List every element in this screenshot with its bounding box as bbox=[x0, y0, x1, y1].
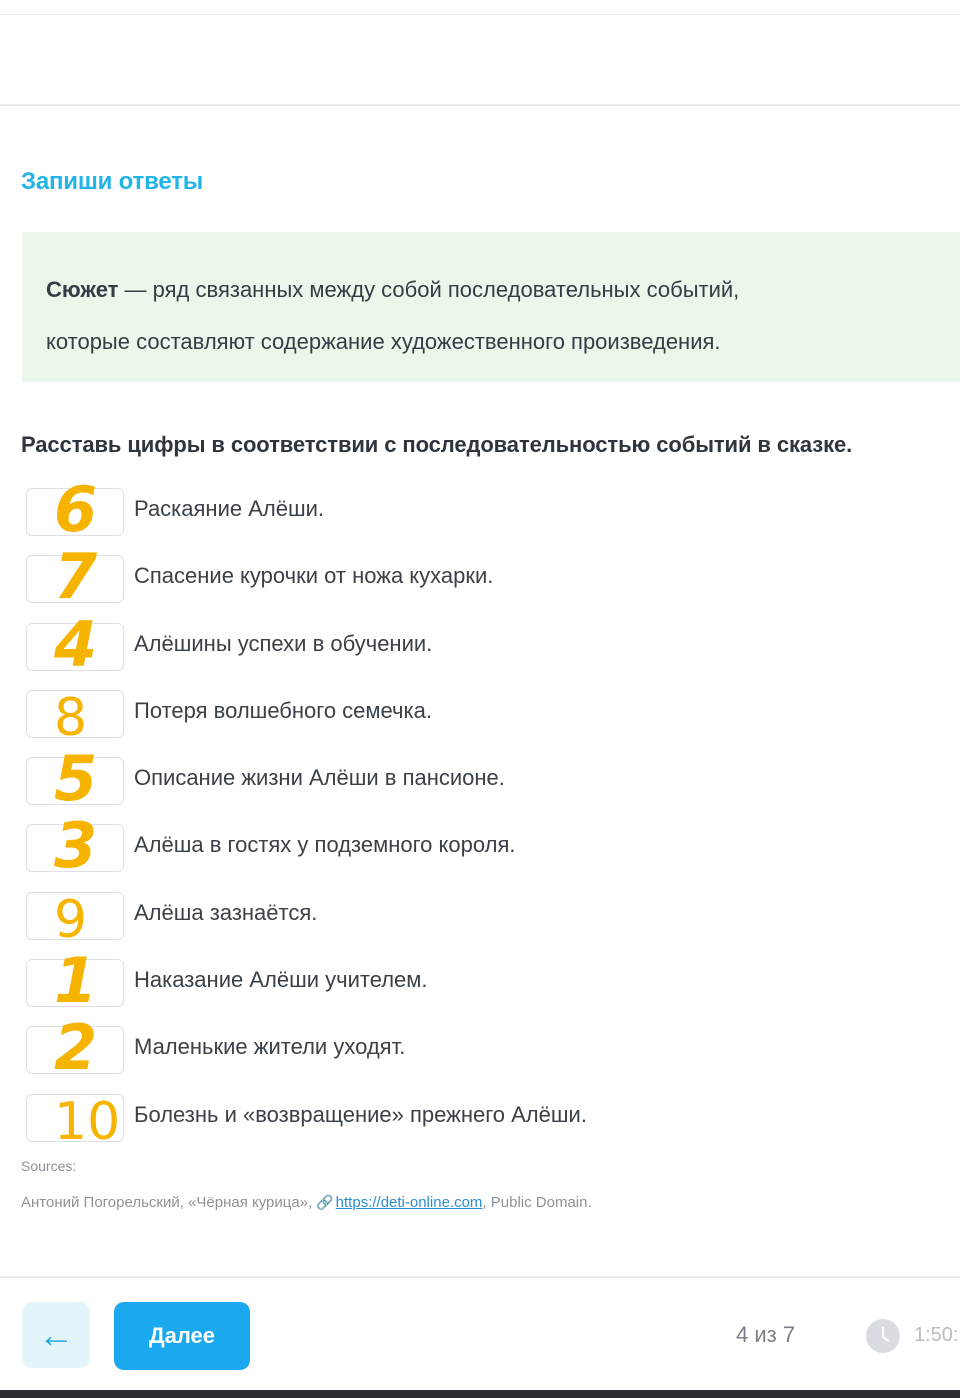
handwritten-answer: 9 bbox=[54, 889, 88, 950]
list-item bbox=[26, 473, 926, 555]
handwritten-answer: 1 bbox=[54, 944, 98, 1018]
bottom-edge-bar bbox=[0, 1390, 960, 1398]
back-button[interactable] bbox=[22, 1302, 90, 1368]
list-item bbox=[26, 687, 926, 757]
next-button[interactable]: Далее bbox=[114, 1302, 250, 1370]
list-item bbox=[26, 742, 926, 824]
handwritten-answer: 5 bbox=[54, 742, 98, 816]
progress-indicator: 4 из 7 bbox=[736, 1322, 796, 1347]
list-item bbox=[26, 944, 926, 1026]
event-label: Потеря волшебного семечка. bbox=[134, 697, 432, 723]
list-item bbox=[26, 889, 926, 959]
handwritten-answer: 4 bbox=[54, 607, 98, 681]
handwritten-answer: 2 bbox=[54, 1011, 98, 1085]
event-label: Раскаяние Алёши. bbox=[134, 496, 325, 521]
arrow-left-icon: ← bbox=[38, 1314, 74, 1355]
event-label: Маленькие жители уходят. bbox=[134, 1034, 406, 1060]
task-heading: Расставь цифры в соответствии с последовательностью событий в сказке. bbox=[21, 432, 853, 457]
list-item bbox=[26, 607, 926, 690]
event-label: Алёшины успехи в обучении. bbox=[134, 630, 433, 656]
sources-text: Антоний Погорельский, «Чёрная курица», bbox=[21, 1194, 313, 1211]
definition-line-2: которые составляют содержание художественного произведения. bbox=[46, 329, 721, 354]
section-title: Запиши ответы bbox=[21, 168, 203, 195]
link-icon: 🔗 bbox=[316, 1194, 334, 1210]
timer-text: 1:50: bbox=[914, 1324, 959, 1346]
event-label: Описание жизни Алёши в пансионе. bbox=[134, 765, 505, 791]
header-divider bbox=[0, 104, 960, 106]
footer-divider bbox=[0, 1276, 960, 1278]
list-item bbox=[26, 1011, 926, 1093]
clock-icon bbox=[866, 1319, 900, 1353]
handwritten-answer: 6 bbox=[54, 473, 98, 546]
source-link[interactable]: https://deti-online.com bbox=[335, 1194, 483, 1211]
list-item bbox=[26, 540, 926, 622]
definition-line-1 bbox=[46, 264, 960, 316]
event-label: Алёша в гостях у подземного короля. bbox=[134, 832, 516, 858]
event-label: Наказание Алёши учителем. bbox=[134, 967, 428, 993]
handwritten-answer: 7 bbox=[54, 540, 98, 614]
list-item bbox=[26, 1091, 926, 1161]
definition-box bbox=[22, 232, 960, 382]
handwritten-answer: 3 bbox=[54, 809, 98, 883]
event-label: Алёша зазнаётся. bbox=[134, 899, 318, 925]
list-item bbox=[26, 809, 926, 891]
sources-suffix: , Public Domain. bbox=[482, 1194, 592, 1211]
event-label: Болезнь и «возвращение» прежнего Алёши. bbox=[134, 1101, 587, 1127]
handwritten-answer: 8 bbox=[54, 687, 88, 748]
top-header-strip bbox=[0, 0, 960, 15]
definition-term: Сюжет bbox=[46, 277, 119, 302]
sources-label: Sources: bbox=[21, 1158, 77, 1174]
definition-text: — ряд связанных между собой последовательных событий, bbox=[118, 277, 740, 302]
handwritten-answer: 10 bbox=[54, 1091, 121, 1152]
event-label: Спасение курочки от ножа кухарки. bbox=[134, 563, 494, 589]
ordering-list bbox=[26, 473, 926, 1161]
sources-citation bbox=[21, 1194, 592, 1211]
